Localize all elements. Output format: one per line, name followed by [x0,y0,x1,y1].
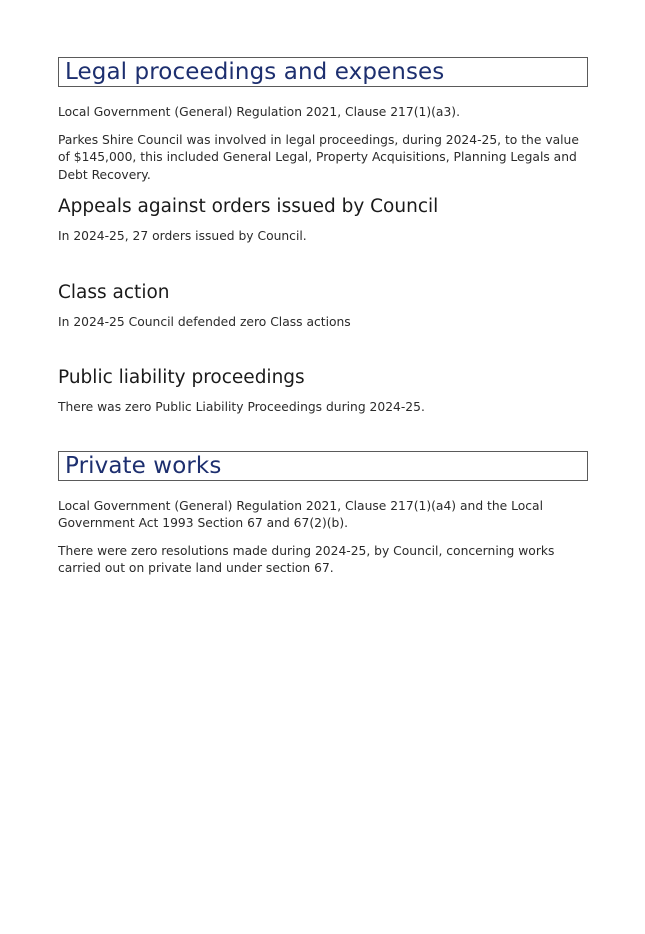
private-works-body: There were zero resolutions made during 2024-25, by Council, concerning works carried out on private land under section 67. [58,543,555,575]
legal-proceedings-title: Legal proceedings and expenses [65,59,445,85]
private-works-reference: Local Government (General) Regulation 2021, Clause 217(1)(a4) and the Local Government Act 1993 Section 67 and 67(2)(b). [58,498,543,530]
appeals-body: In 2024-25, 27 orders issued by Council. [58,229,307,243]
legal-body: Parkes Shire Council was involved in legal proceedings, during 2024-25, to the value of $145,000, this included General Legal, Property Acquisitions, Planning Legals and Debt Recovery. [58,132,579,182]
legal-reference: Local Government (General) Regulation 2021, Clause 217(1)(a3). [58,105,460,119]
legal-proceedings-header [58,57,588,87]
public-liability-heading: Public liability proceedings [58,367,305,388]
class-action-body: In 2024-25 Council defended zero Class actions [58,314,351,329]
private-works-title: Private works [65,452,222,479]
private-works-header [58,451,588,481]
class-action-heading: Class action [58,281,170,303]
document-page [58,57,588,578]
appeals-heading: Appeals against orders issued by Council [58,196,439,217]
public-liability-body: There was zero Public Liability Proceedings during 2024-25. [58,400,425,414]
